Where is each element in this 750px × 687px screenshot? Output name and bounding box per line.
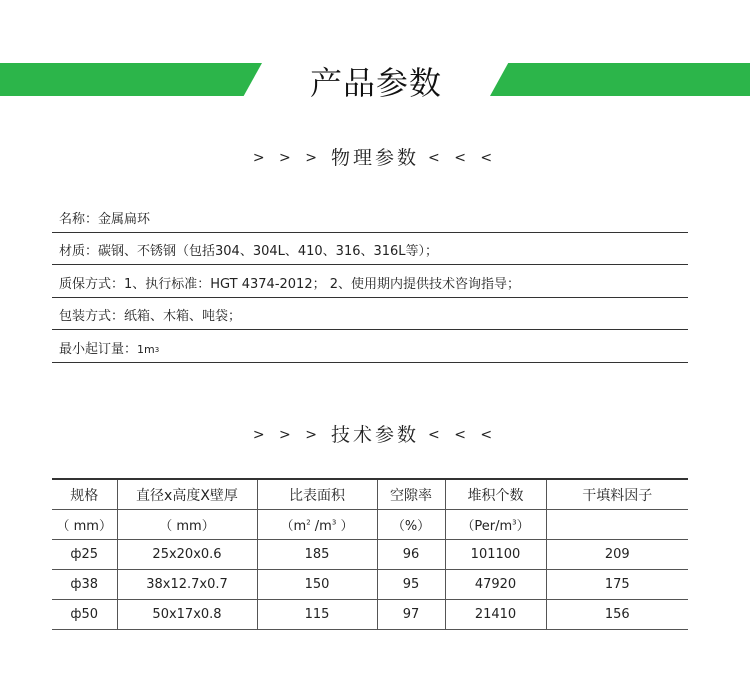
cell-count: 47920	[445, 570, 546, 600]
technical-table	[52, 478, 688, 630]
arrows-left-icon: > > >	[252, 427, 322, 443]
cell-dims: 38x12.7x0.7	[117, 570, 257, 600]
technical-title-text: 技术参数	[330, 424, 419, 446]
cell-dims: 50x17x0.8	[117, 600, 257, 630]
cell-void: 97	[377, 600, 445, 630]
moq-value: 1m	[137, 342, 155, 356]
header-count: 堆积个数	[445, 479, 546, 510]
cell-area: 150	[257, 570, 377, 600]
header-dims: 直径x高度X壁厚	[117, 479, 257, 510]
arrows-right-icon: < < <	[428, 427, 498, 443]
technical-section-title	[0, 420, 750, 447]
prop-material: 材质：碳钢、不锈钢（包括304、304L、410、316、316L等）；	[52, 233, 688, 266]
table-row	[52, 570, 688, 600]
moq-sup: 3	[154, 345, 160, 354]
header-band-right	[490, 63, 750, 96]
cell-factor: 175	[546, 570, 688, 600]
unit-count	[445, 510, 546, 540]
unit-area	[257, 510, 377, 540]
unit-spec: （ mm）	[52, 510, 117, 540]
table-header-row	[52, 479, 688, 510]
cell-spec: ф38	[52, 570, 117, 600]
header-spec: 规格	[52, 479, 117, 510]
cell-area: 185	[257, 540, 377, 570]
unit-count-sup: 3	[512, 518, 517, 527]
cell-void: 96	[377, 540, 445, 570]
header-void: 空隙率	[377, 479, 445, 510]
unit-area-sup2: 3	[331, 518, 337, 527]
physical-section-title	[0, 143, 750, 170]
cell-factor: 156	[546, 600, 688, 630]
cell-count: 101100	[445, 540, 546, 570]
cell-spec: ф50	[52, 600, 117, 630]
unit-area-mid: /m	[310, 519, 332, 534]
physical-properties-list	[52, 200, 688, 363]
arrows-right-icon: < < <	[428, 150, 498, 166]
technical-table-wrap	[52, 478, 688, 630]
unit-dims: （ mm）	[117, 510, 257, 540]
prop-packing: 包装方式：纸箱、木箱、吨袋；	[52, 298, 688, 331]
unit-area-post: ）	[336, 519, 354, 534]
table-row	[52, 540, 688, 570]
cell-area: 115	[257, 600, 377, 630]
unit-count-pre: （Per/m	[461, 519, 513, 534]
unit-factor	[546, 510, 688, 540]
prop-quality: 质保方式：1、执行标准：HGT 4374-2012； 2、使用期内提供技术咨询指导；	[52, 265, 688, 298]
page-title: 产品参数	[309, 64, 442, 102]
header-band-left	[0, 63, 262, 96]
unit-count-post: ）	[516, 519, 530, 534]
cell-void: 95	[377, 570, 445, 600]
moq-label: 最小起订量：	[59, 341, 138, 357]
unit-area-pre: （m	[280, 519, 307, 534]
prop-moq	[52, 330, 688, 363]
unit-void: （%）	[377, 510, 445, 540]
arrows-left-icon: > > >	[252, 150, 322, 166]
cell-count: 21410	[445, 600, 546, 630]
table-units-row	[52, 510, 688, 540]
prop-name: 名称：金属扁环	[52, 200, 688, 233]
unit-area-sup1: 2	[306, 518, 311, 527]
table-row	[52, 600, 688, 630]
physical-title-text: 物理参数	[330, 147, 419, 169]
header-area: 比表面积	[257, 479, 377, 510]
cell-factor: 209	[546, 540, 688, 570]
cell-dims: 25x20x0.6	[117, 540, 257, 570]
header-factor: 干填料因子	[546, 479, 688, 510]
cell-spec: ф25	[52, 540, 117, 570]
